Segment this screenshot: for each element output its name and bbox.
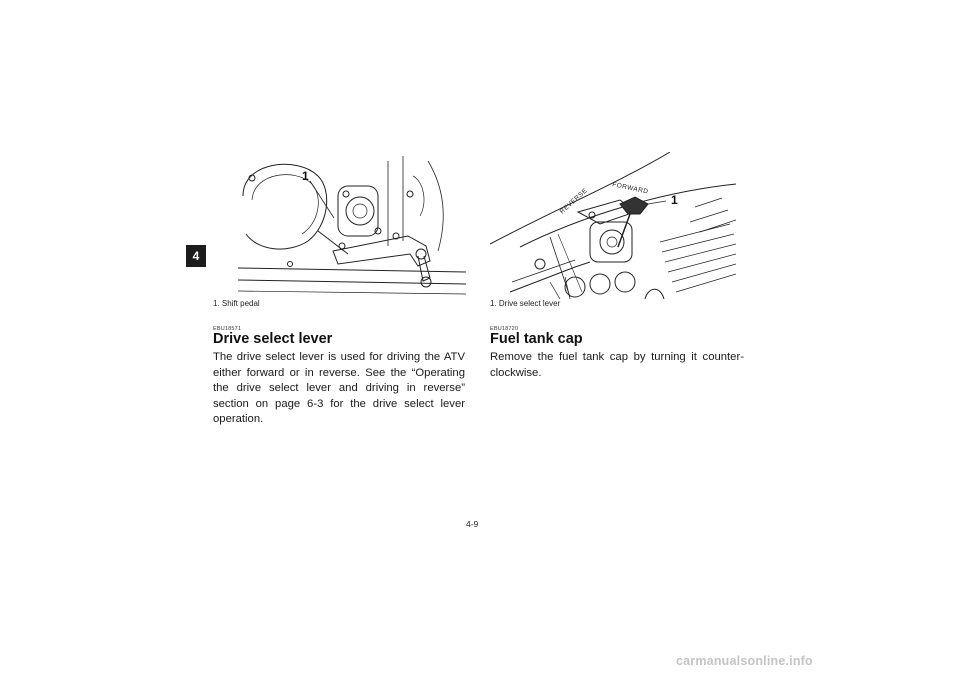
- shift-pedal-illustration: [238, 156, 466, 299]
- figure-label-forward: FORWARD: [611, 181, 649, 196]
- figure-callout-number: 1: [302, 169, 309, 183]
- page-number: 4-9: [466, 519, 479, 529]
- section-body-drive-select-lever: The drive select lever is used for driving the ATV either forward or in reverse. See the “Operating the drive select lever and driving in reverse” section on page 6-3 for the drive select lever operation.: [213, 351, 465, 425]
- section-code: EBU18571: [213, 326, 242, 332]
- figure-callout-number: 1: [671, 193, 678, 207]
- watermark: carmanualsonline.info: [676, 654, 813, 668]
- section-body-fuel-tank-cap: Remove the fuel tank cap by turning it counter-clockwise.: [490, 351, 744, 379]
- figure-caption-shift-pedal: 1. Shift pedal: [213, 299, 260, 308]
- chapter-tab: 4: [186, 245, 206, 267]
- figure-label-reverse: REVERSE: [558, 187, 590, 216]
- section-code: EBU18720: [490, 326, 519, 332]
- figure-caption-drive-select-lever: 1. Drive select lever: [490, 299, 561, 308]
- section-heading-drive-select-lever: Drive select lever: [213, 331, 333, 347]
- section-heading-fuel-tank-cap: Fuel tank cap: [490, 331, 583, 347]
- drive-select-lever-illustration: [490, 152, 736, 299]
